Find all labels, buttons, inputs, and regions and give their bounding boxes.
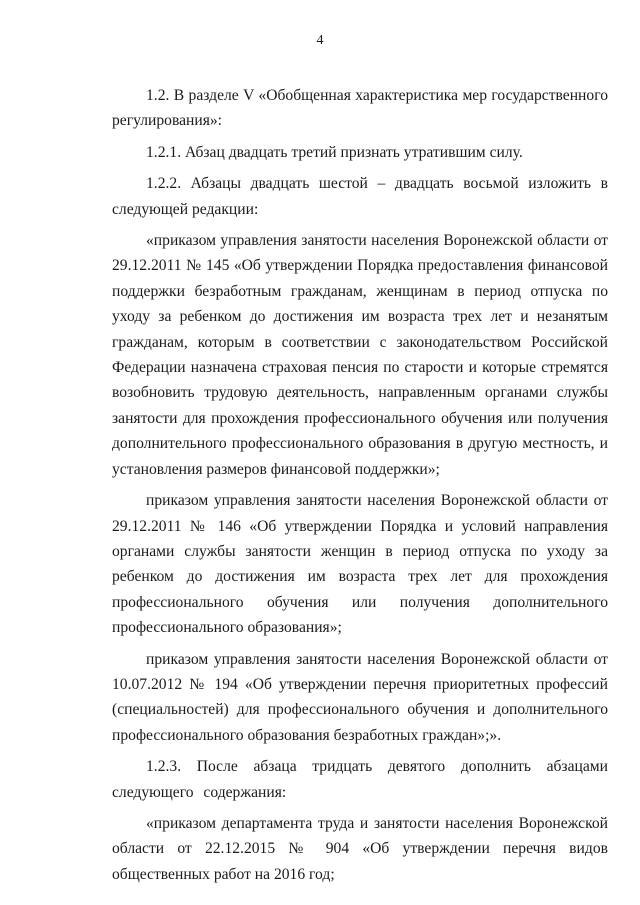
paragraph-section-1-2: 1.2. В разделе V «Обобщенная характеристика мер государственного регулирования»: [112,87,608,130]
paragraph-order-145: «приказом управления занятости населения Воронежской области от 29.12.2011 № 145 «Об утверждении Порядка предоставления финансовой поддержки безработным гражданам, женщинам в период отпуска по уходу за ребенком до достижения им возраста трех лет и незанятым гражданам, которым в соответствии с законодательством Российской Федерации назначена страховая пенсия по старости и которые стремятся возобновить трудовую деятельность, направленным органами службы занятости для прохождения профессионального обучения или получения дополнительного профессионального образования в другую местность, и установления размеров финансовой поддержки»; [112,232,608,478]
paragraph-item-1-2-3: 1.2.3. После абзаца тридцать девятого дополнить абзацами следующего содержания: [112,758,608,801]
paragraph-order-194: приказом управления занятости населения Воронежской области от 10.07.2012 № 194 «Об утверждении перечня приоритетных профессий (специальностей) для профессионального обучения и дополнительного профессионального образования безработных граждан»;». [112,650,608,744]
document-body [112,83,608,887]
page-number: 4 [316,33,324,48]
paragraph-order-904: «приказом департамента труда и занятости населения Воронежской области от 22.12.2015 № 904 «Об утверждении перечня видов общественных работ на 2016 год; [112,814,608,883]
paragraph-item-1-2-2: 1.2.2. Абзацы двадцать шестой – двадцать восьмой изложить в следующей редакции: [112,175,608,218]
paragraph-item-1-2-1: 1.2.1. Абзац двадцать третий признать утратившим силу. [146,143,523,161]
paragraph-order-146: приказом управления занятости населения Воронежской области от 29.12.2011 № 146 «Об утверждении Порядка и условий направления органами службы занятости женщин в период отпуска по уходу за ребенком до достижения им возраста трех лет для прохождения профессионального обучения или получения дополнительного профессионального образования»; [112,492,608,637]
